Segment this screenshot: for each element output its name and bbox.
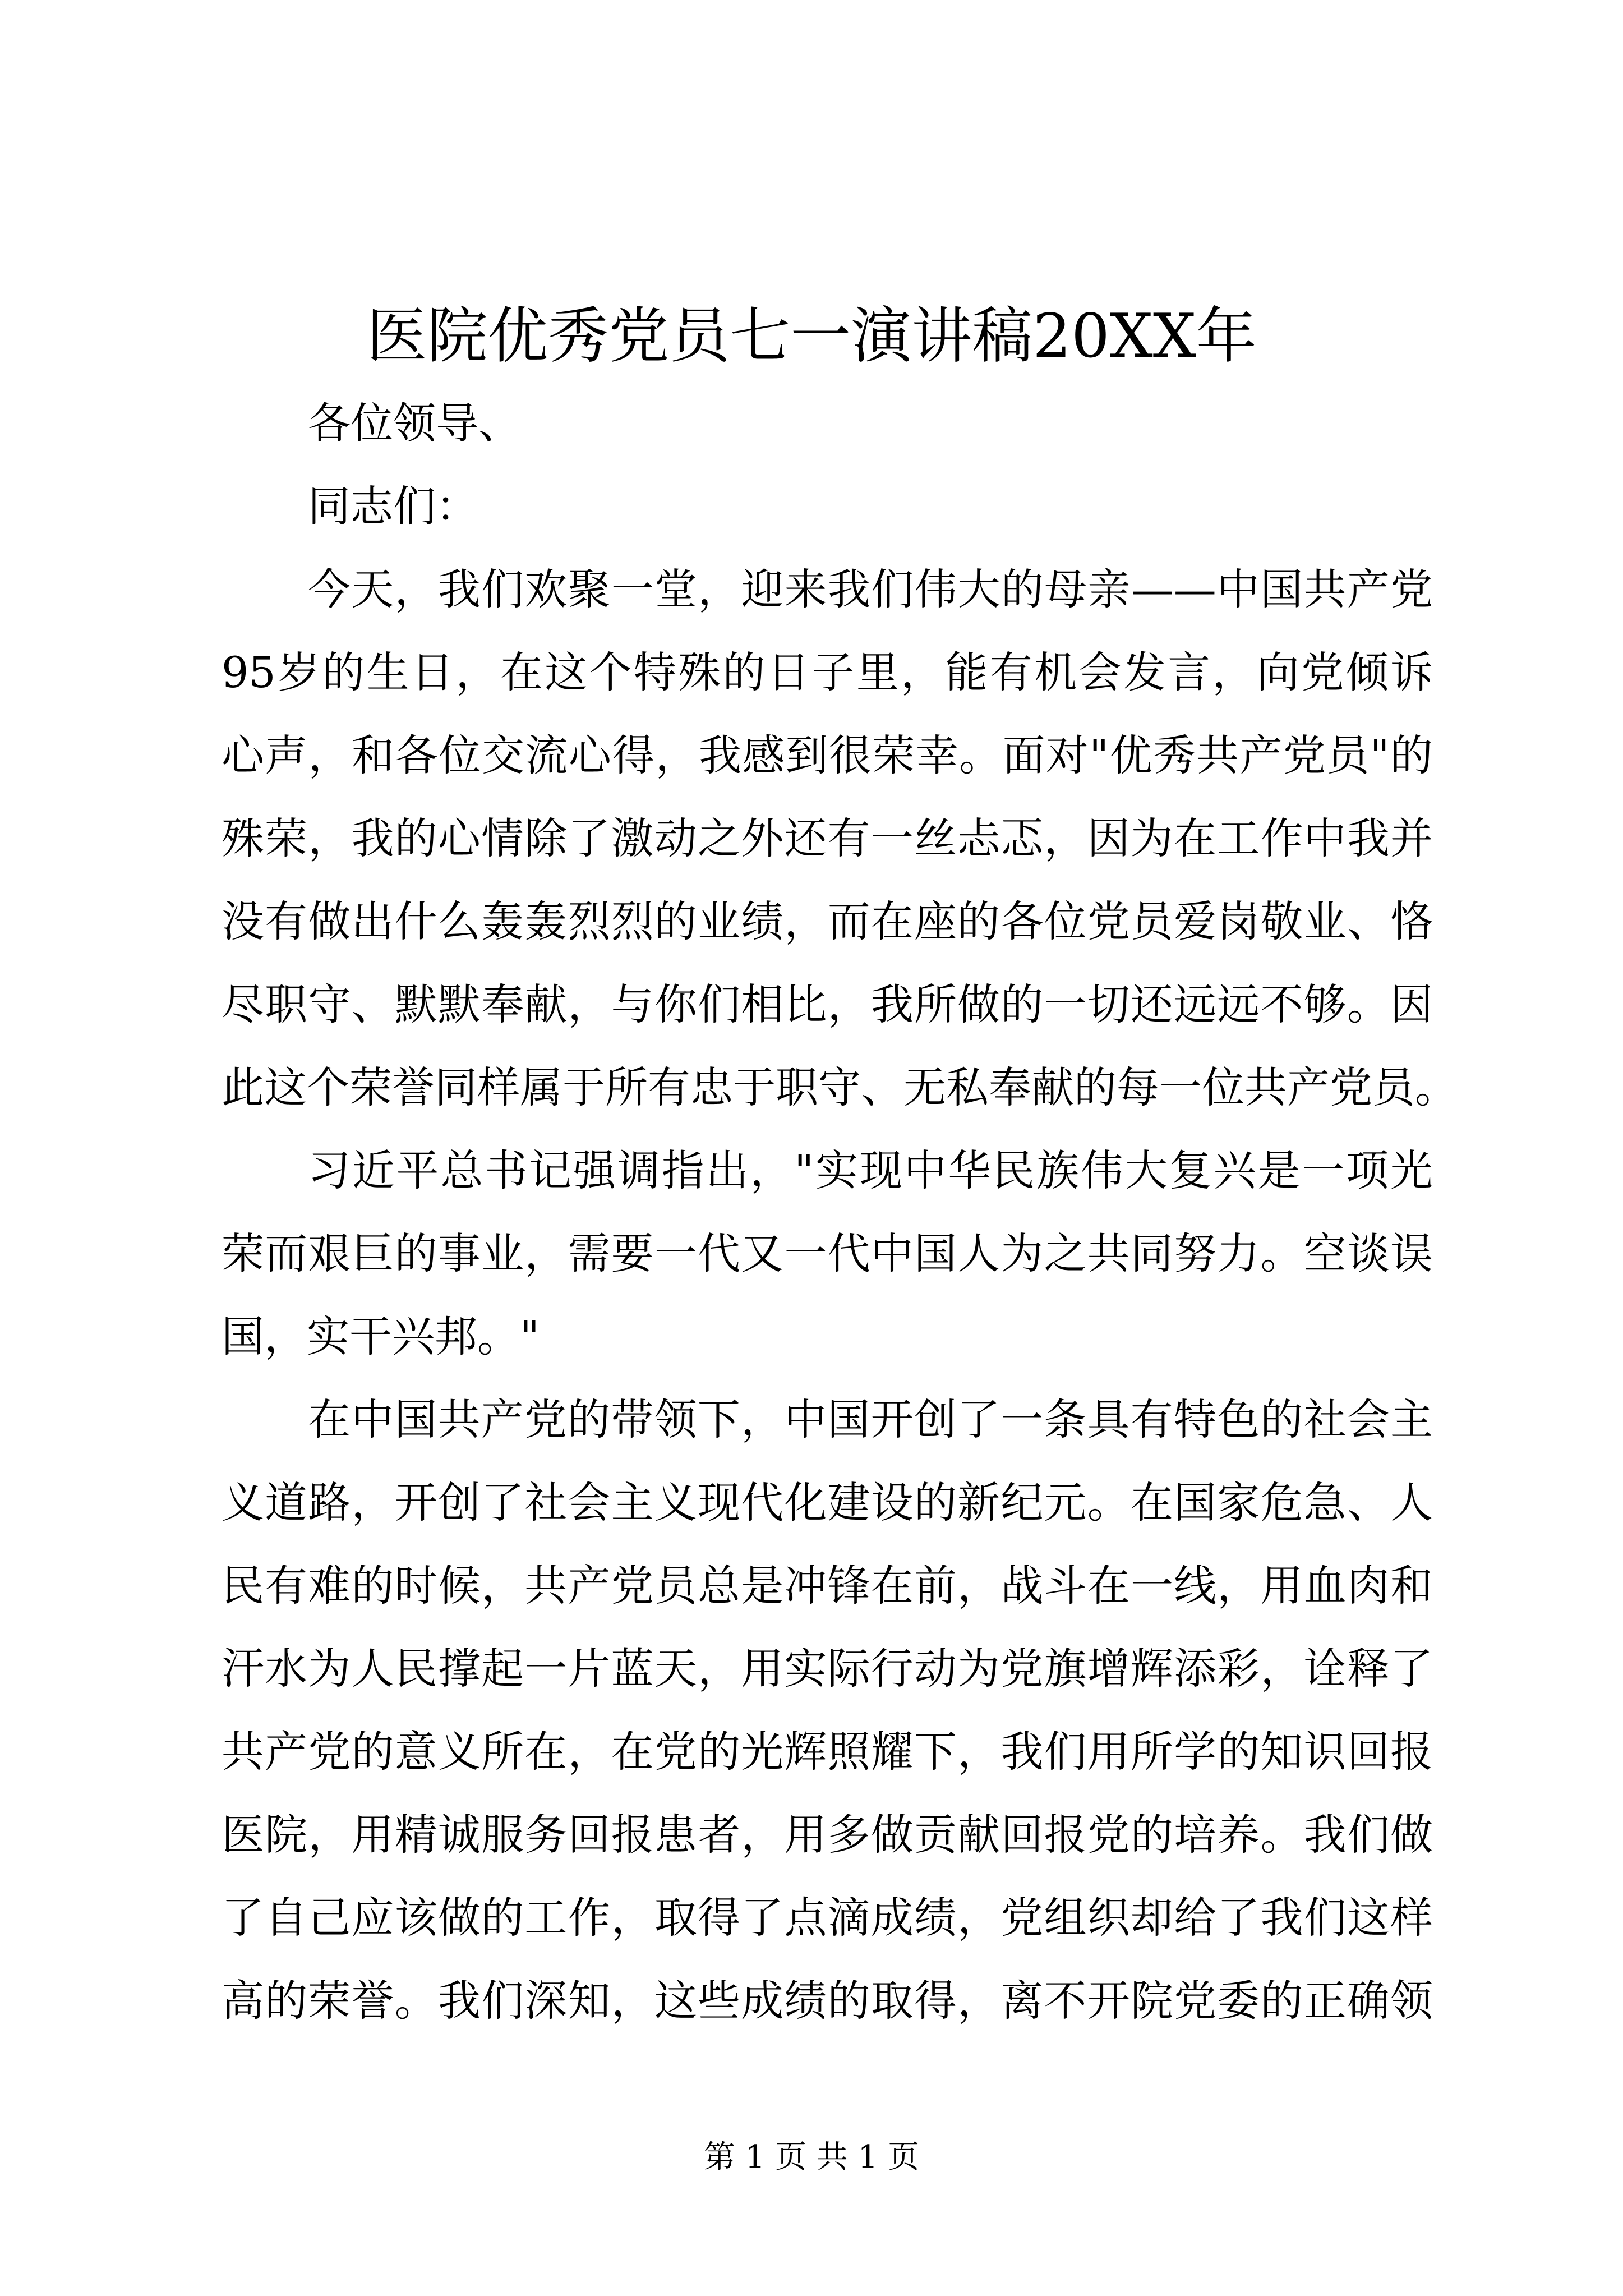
- paragraph-line: 民有难的时候，共产党员总是冲锋在前，战斗在一线，用血肉和: [222, 1561, 1433, 1611]
- paragraph-line: 共产党的意义所在，在党的光辉照耀下，我们用所学的知识回报: [222, 1727, 1433, 1777]
- paragraph-line: 荣而艰巨的事业，需要一代又一代中国人为之共同努力。空谈误: [222, 1228, 1433, 1278]
- paragraph-line: 了自己应该做的工作，取得了点滴成绩，党组织却给了我们这样: [222, 1893, 1433, 1943]
- paragraph-line: 义道路，开创了社会主义现代化建设的新纪元。在国家危急、人: [222, 1478, 1433, 1527]
- paragraph-line: 高的荣誉。我们深知，这些成绩的取得，离不开院党委的正确领: [222, 1976, 1433, 2026]
- paragraph-line: 今天，我们欢聚一堂，迎来我们伟大的母亲——中国共产党: [308, 564, 1433, 614]
- paragraph-line: 在中国共产党的带领下，中国开创了一条具有特色的社会主: [308, 1395, 1433, 1444]
- paragraph-line: 此这个荣誉同样属于所有忠于职守、无私奉献的每一位共产党员。: [222, 1062, 1458, 1112]
- document-title: 医院优秀党员七一演讲稿20XX年: [366, 301, 1257, 371]
- paragraph-line: 习近平总书记强调指出，"实现中华民族伟大复兴是一项光: [308, 1145, 1433, 1195]
- paragraph-line: 尽职守、默默奉献，与你们相比，我所做的一切还远远不够。因: [222, 979, 1433, 1029]
- document-body: [222, 382, 1458, 2042]
- page-number: 第 1 页 共 1 页: [703, 2139, 920, 2175]
- paragraph-line: 医院，用精诚服务回报患者，用多做贡献回报党的培养。我们做: [222, 1810, 1433, 1860]
- paragraph-line: 同志们：: [308, 481, 478, 531]
- paragraph-line: 心声，和各位交流心得，我感到很荣幸。面对"优秀共产党员"的: [222, 730, 1433, 780]
- paragraph-line: 殊荣，我的心情除了激动之外还有一丝忐忑，因为在工作中我并: [222, 813, 1433, 863]
- paragraph-line: 汗水为人民撑起一片蓝天，用实际行动为党旗增辉添彩，诠释了: [222, 1644, 1433, 1694]
- paragraph-line: 各位领导、: [308, 398, 521, 448]
- paragraph-line: 95岁的生日，在这个特殊的日子里，能有机会发言，向党倾诉: [222, 647, 1433, 697]
- paragraph-line: 没有做出什么轰轰烈烈的业绩，而在座的各位党员爱岗敬业、恪: [222, 896, 1433, 946]
- paragraph-line: 国，实干兴邦。": [222, 1312, 540, 1361]
